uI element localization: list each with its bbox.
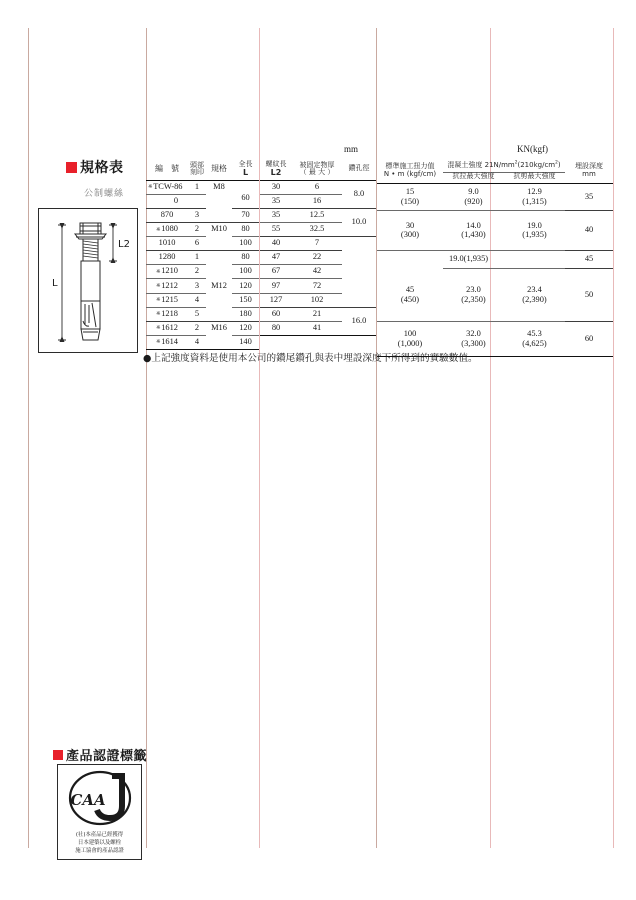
table-row	[146, 335, 259, 349]
guide-line-1	[146, 28, 147, 848]
cell-thread-length: 97	[260, 279, 292, 293]
cell-length: 180	[232, 307, 259, 321]
cell-strength-merged: 19.0(1,935)	[443, 250, 565, 269]
cell-head-mark: 2	[188, 265, 206, 279]
certification-title	[53, 745, 147, 764]
cell-length: 150	[232, 293, 259, 307]
cell-length: 120	[232, 279, 259, 293]
cell-thread-length: 127	[260, 293, 292, 307]
cell-thread-length: 30	[260, 180, 292, 194]
cell-length: 100	[232, 265, 259, 279]
cell-code: ※1218	[146, 307, 188, 321]
guide-line-5	[613, 28, 614, 848]
cell-code: ※1612	[146, 321, 188, 335]
cell-shear-strength: 19.0 (1,935)	[504, 210, 565, 250]
cell-size	[206, 293, 232, 307]
table-row	[377, 250, 613, 269]
th-embed-depth: 埋設深度 mm	[565, 161, 613, 183]
cell-head-mark: 1	[188, 180, 206, 194]
th-fixture-thickness: 被固定物厚 （ 最 大 ）	[292, 161, 342, 180]
cell-shear-strength: 23.4 (2,390)	[504, 269, 565, 322]
cell-size	[206, 194, 232, 208]
cell-length: 60	[232, 194, 259, 208]
cell-length	[232, 180, 259, 194]
table-row	[146, 307, 259, 321]
cell-fixture-thickness: 12.5	[292, 208, 342, 222]
th-length: 全長 L	[232, 161, 259, 180]
th-torque: 標準施工扭力值 N • m (kgf/cm)	[377, 161, 443, 183]
cell-length: 80	[232, 251, 259, 265]
spec-title-label: 規格表	[80, 160, 124, 176]
table-row	[260, 237, 376, 251]
cell-drill-dia: 10.0	[342, 208, 376, 236]
cell-code: 1010	[146, 237, 188, 251]
cell-thread-length: 55	[260, 223, 292, 237]
guide-line-2	[259, 28, 260, 848]
cell-tensile-strength: 14.0 (1,430)	[443, 210, 504, 250]
table-header-row	[260, 161, 376, 180]
table-header-row	[377, 161, 613, 173]
th-concrete-strength: 混凝土強度 $21N/mm^2(210kg/cm^2)$	[443, 161, 565, 173]
dimension-label-L: L	[52, 278, 58, 289]
cell-thread-length: 40	[260, 237, 292, 251]
th-size: 規格	[206, 161, 232, 180]
cell-code: 870	[146, 208, 188, 222]
cell-size	[206, 237, 232, 251]
spec-table-title	[66, 157, 124, 177]
th-thread-length: 螺紋長 L2	[260, 161, 292, 180]
th-head-mark: 頭部 刻印	[188, 161, 206, 180]
cell-code: ※1215	[146, 293, 188, 307]
anchor-bolt-diagram	[38, 208, 138, 353]
guide-line-3	[376, 28, 377, 848]
cell-size: M10	[211, 224, 227, 234]
red-square-icon	[66, 162, 77, 173]
cell-fixture-thickness: 7	[292, 237, 342, 251]
caa-certification-logo	[60, 765, 140, 831]
spec-table-mid	[260, 161, 376, 336]
unit-label-mm: mm	[344, 144, 359, 154]
cell-drill-dia	[342, 237, 376, 307]
cell-embed-depth: 35	[565, 183, 613, 210]
cell-head-mark: 6	[188, 237, 206, 251]
cell-size	[206, 208, 232, 222]
guide-line-0	[28, 28, 29, 848]
table-row	[146, 208, 259, 222]
cell-thread-length: 35	[260, 208, 292, 222]
cell-size	[206, 265, 232, 279]
cell-fixture-thickness: 32.5	[292, 223, 342, 237]
spec-table-right	[377, 161, 613, 357]
cell-head-mark: 1	[188, 251, 206, 265]
cell-length: 70	[232, 208, 259, 222]
table-row	[146, 293, 259, 307]
table-row	[146, 223, 259, 237]
cell-torque: 45 (450)	[377, 269, 443, 322]
cell-head-mark: 4	[188, 293, 206, 307]
cell-thread-length: 35	[260, 194, 292, 208]
cell-tensile-strength: 9.0 (920)	[443, 183, 504, 210]
table-row	[146, 321, 259, 335]
caa-logo-text: CAA	[69, 791, 106, 809]
cell-code: ※1210	[146, 265, 188, 279]
cell-embed-depth: 40	[565, 210, 613, 250]
cell-code: ※1614	[146, 335, 188, 349]
cell-head-mark: 2	[188, 223, 206, 237]
anchor-bolt-drawing-svg	[39, 209, 136, 351]
table-row	[377, 269, 613, 322]
dimension-label-L2: L2	[118, 239, 130, 250]
cell-head-mark	[188, 194, 206, 208]
cell-fixture-thickness: 102	[292, 293, 342, 307]
table-row	[146, 251, 259, 265]
cell-code: ※1080	[146, 223, 188, 237]
cell-torque: 30 (300)	[377, 210, 443, 250]
cell-head-mark: 3	[188, 208, 206, 222]
cell-fixture-thickness: 21	[292, 307, 342, 321]
cell-size: M16	[211, 323, 227, 333]
certification-caption: (社)本產品已經獲得 日本建築以及螺栓 施工協會的產品認證	[75, 832, 124, 854]
th-tensile: 抗拉最大強度	[443, 173, 504, 184]
cell-fixture-thickness: 42	[292, 265, 342, 279]
cell-torque-spacer	[377, 250, 443, 269]
cell-code: 0	[146, 194, 188, 208]
cell-thread-length: 67	[260, 265, 292, 279]
cell-head-mark: 4	[188, 335, 206, 349]
red-square-icon	[53, 750, 63, 760]
cell-code: 1280	[146, 251, 188, 265]
cell-fixture-thickness: 41	[292, 321, 342, 335]
th-code: 編 號	[146, 161, 188, 180]
cell-fixture-thickness: 16	[292, 194, 342, 208]
cell-size	[206, 335, 232, 349]
cell-embed-depth: 45	[565, 250, 613, 269]
cell-length: 120	[232, 321, 259, 335]
cell-length: 140	[232, 335, 259, 349]
table-row	[260, 307, 376, 321]
table-row	[260, 180, 376, 194]
cell-head-mark: 2	[188, 321, 206, 335]
guide-line-4	[490, 28, 491, 848]
table-row	[146, 194, 259, 208]
cell-shear-strength: 12.9 (1,315)	[504, 183, 565, 210]
cell-drill-dia: 16.0	[342, 307, 376, 335]
cell-code: ※1212	[146, 279, 188, 293]
spec-table-left	[146, 161, 259, 350]
certification-title-label: 產品認證標籤	[66, 749, 148, 764]
cell-size	[206, 251, 232, 265]
cell-thread-length: 60	[260, 307, 292, 321]
cell-torque: 15 (150)	[377, 183, 443, 210]
cell-drill-dia: 8.0	[342, 180, 376, 208]
table-row	[377, 183, 613, 210]
cell-head-mark: 5	[188, 307, 206, 321]
cell-fixture-thickness: 22	[292, 251, 342, 265]
table-header-row	[146, 161, 259, 180]
table-row	[146, 279, 259, 293]
cell-head-mark: 3	[188, 279, 206, 293]
table-row	[146, 237, 259, 251]
table-row	[146, 180, 259, 194]
unit-label-kn: KN(kgf)	[517, 144, 548, 154]
cell-length: 80	[232, 223, 259, 237]
cell-thread-length: 80	[260, 321, 292, 335]
cell-tensile-strength: 32.0 (3,300)	[443, 321, 504, 356]
cell-tensile-strength: 23.0 (2,350)	[443, 269, 504, 322]
cell-thread-length: 47	[260, 251, 292, 265]
cell-torque: 100 (1,000)	[377, 321, 443, 356]
cell-embed-depth: 60	[565, 321, 613, 356]
table-row	[260, 208, 376, 222]
footnote-text: ●上記強度資料是使用本公司的鑽尾鑽孔與表中埋設深度下所得到的實驗數值。	[143, 353, 478, 364]
cell-shear-strength: 45.3 (4,625)	[504, 321, 565, 356]
cell-fixture-thickness: 6	[292, 180, 342, 194]
cell-size: M8	[213, 182, 225, 192]
table-row	[377, 210, 613, 250]
cell-embed-depth: 50	[565, 269, 613, 322]
th-drill-dia: 鑽孔徑	[342, 161, 376, 180]
cell-code: ※TCW-86	[146, 180, 188, 194]
cell-size: M12	[211, 280, 227, 290]
table-row	[146, 265, 259, 279]
certification-badge	[57, 764, 142, 860]
cell-fixture-thickness: 72	[292, 279, 342, 293]
th-shear: 抗剪最大強度	[504, 173, 565, 184]
cell-size	[206, 307, 232, 321]
cell-length: 100	[232, 237, 259, 251]
metric-screw-label: 公制螺絲	[84, 189, 125, 199]
